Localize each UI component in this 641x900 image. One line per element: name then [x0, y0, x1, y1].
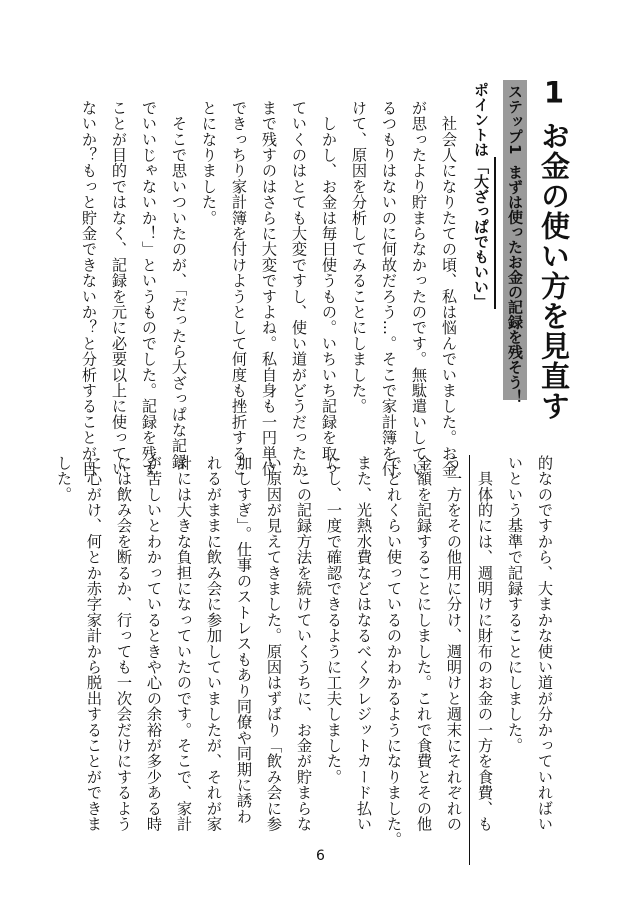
text-line: この記録方法を続けていくうちに、お金が貯まらな: [295, 455, 313, 832]
text-line: が苦しいとわかっているときや心の余裕が多少ある時: [145, 455, 163, 832]
text-line: した。: [55, 455, 73, 503]
text-line: そこで思いついたのが、「だったら大ざっぱな記録: [170, 100, 188, 470]
point-quote: 「大ざっぱでもいい」: [468, 157, 496, 309]
text-line: いという基準で記録することにしました。: [506, 455, 524, 754]
text-line: に心がけ、何とか赤字家計から脱出することができま: [85, 455, 103, 832]
text-line: るつもりはないのに何故だろう…。そこで家計簿を付: [380, 100, 398, 477]
text-line: ないか？もっと貯金できないか？と分析することが目: [80, 100, 98, 477]
text-line: 加しすぎ」。仕事のストレスもあり同僚や同期に誘わ: [235, 455, 253, 825]
page-number: 6: [316, 848, 325, 864]
text-line: ことが目的ではなく、記録を元に必要以上に使ってい: [110, 100, 128, 477]
chapter-number: 1: [543, 78, 565, 107]
step-banner: [503, 80, 527, 405]
text-line: 社会人になりたての頃、私は悩んでいました。お金: [440, 100, 458, 477]
text-line: けて、原因を分析してみることにしました。: [350, 100, 368, 414]
text-line: れるがままに飲み会に参加していましたが、それが家: [205, 455, 223, 832]
text-line: できっちり家計簿を付けようとして何度も挫折するこ: [230, 100, 248, 477]
step-title: まずは使ったお金の記録を残そう！: [506, 164, 524, 405]
text-line: 計には大きな負担になっていたのです。そこで、家計: [175, 455, 193, 832]
text-line: また、光熱水費などはなるべくクレジットカード払い: [355, 455, 373, 832]
point-prefix: ポイントは: [472, 82, 490, 157]
body-text-upper: [80, 100, 464, 477]
text-line: が思ったより貯まらなかったのです。無駄遣いしてい: [410, 100, 428, 477]
text-line-underlined: う一方をその他用に分け、週明けと週末にそれぞれの: [439, 455, 470, 865]
text-line: 金額を記録することにしました。これで食費とその他: [415, 455, 433, 832]
text-line: ていくのはとても大変ですし、使い道がどうだったか: [290, 100, 308, 477]
text-line: にし、一度で確認できるように工夫しました。: [325, 455, 343, 785]
text-line: には飲み会を断るか、行っても一次会だけにするよう: [115, 455, 133, 832]
step-label: ステップ1: [506, 84, 524, 155]
text-line: とになりました。: [200, 100, 218, 226]
text-line: い原因が見えてきました。原因はずばり「飲み会に参: [265, 455, 283, 832]
text-line: でいいじゃないか！」というものでした。記録を残す: [140, 100, 158, 477]
text-line: でどれくらい使っているのかわかるようになりました。: [385, 455, 403, 848]
chapter-title: [530, 78, 574, 421]
text-line: しかし、お金は毎日使うもの。いちいち記録を取っ: [320, 100, 338, 477]
text-line: 的なのですから、大まかな使い道が分かっていればい: [536, 455, 554, 832]
chapter-title-text: お金の使い方を見直す: [537, 121, 571, 421]
text-line: まで残すのはさらに大変ですよね。私自身も一円単位: [260, 100, 278, 477]
point-heading: [470, 82, 496, 309]
text-line: 具体的には、週明けに財布のお金の一方を食費、も: [476, 455, 494, 832]
body-text-lower: [55, 455, 560, 865]
